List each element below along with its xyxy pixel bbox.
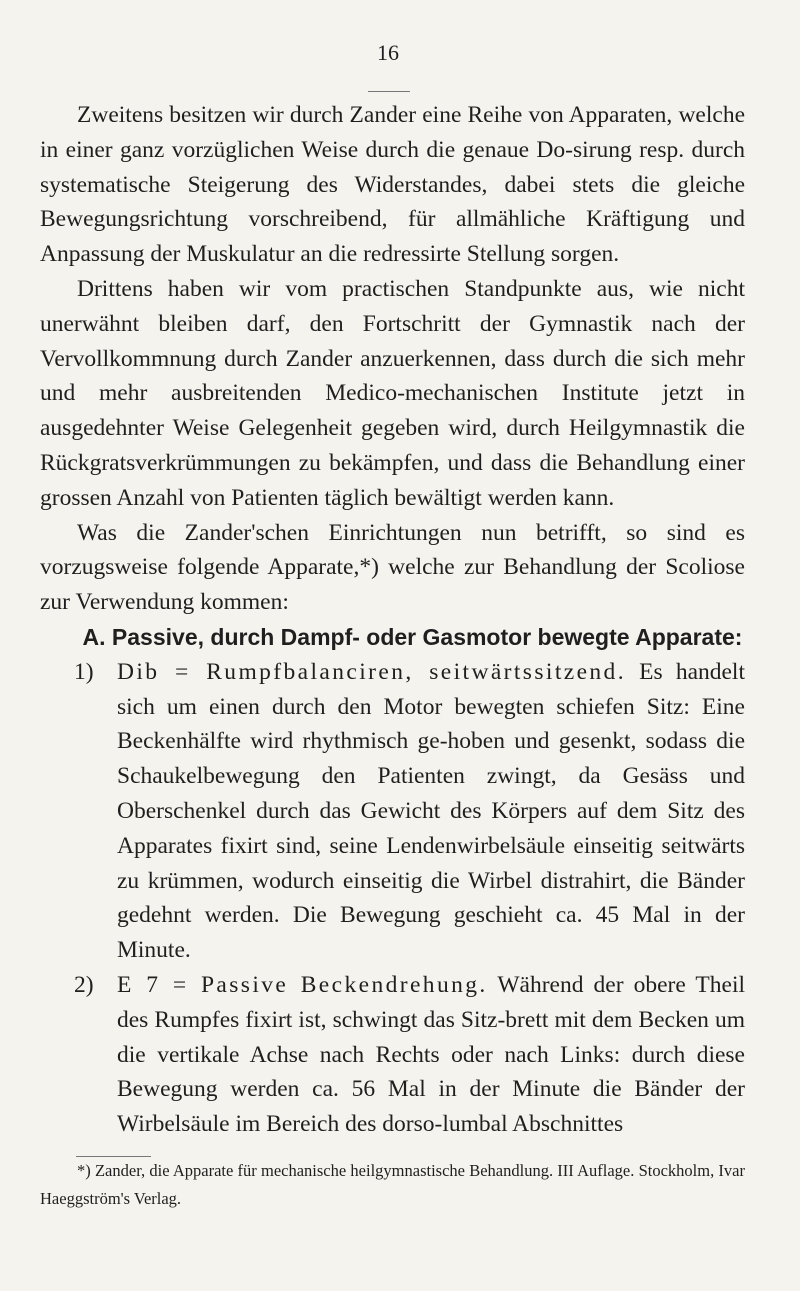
list-item-title: E 7 = Passive Beckendrehung. — [117, 971, 488, 998]
paragraph: Drittens haben wir vom practischen Standpunkte aus, wie nicht unerwähnt bleiben darf, den Fortschritt der Gymnastik nach der Vervollkommnung durch Zander anzuerkennen, dass durch die sich mehr und mehr ausbreitenden Medico-mechanischen Institute jetzt in ausgedehnter Weise Gelegenheit gegeben wird, durch Heilgymnastik die Rückgratsverkrümmungen zu bekämpfen, und dass die Behandlung einer grossen Anzahl von Patienten täglich bewältigt werden kann. — [40, 275, 745, 511]
section-heading: A. Passive, durch Dampf- oder Gasmotor bewegte Apparate: — [82, 623, 743, 650]
paragraph: Was die Zander'schen Einrichtungen nun betrifft, so sind es vorzugsweise folgende Apparate,*) welche zur Behandlung der Scoliose zur Verwendung kommen: — [40, 519, 745, 616]
paragraph: Zweitens besitzen wir durch Zander eine Reihe von Apparaten, welche in einer ganz vorzüglichen Weise durch die genaue Do-sirung resp. durch systematische Steigerung des Widerstandes, dabei stets die gleiche Bewegungsrichtung vorschreibend, für allmähliche Kräftigung und Anpassung der Muskulatur an die redressirte Stellung sorgen. — [40, 102, 745, 268]
page-number: 16 — [377, 40, 399, 65]
list-item — [40, 968, 745, 1142]
list-item-number: 1) — [74, 658, 94, 685]
list-item-number: 2) — [74, 971, 94, 998]
body-text — [40, 98, 745, 1142]
list-item — [40, 655, 745, 968]
footnote: *) Zander, die Apparate für mechanische heilgymnastische Behandlung. III Auflage. Stockholm, Ivar Haeggström's Verlag. — [40, 1161, 745, 1208]
list-item-text: Es handelt sich um einen durch den Motor bewegten schiefen Sitz: Eine Beckenhälfte wird rhythmisch ge-hoben und gesenkt, sodass die Schaukelbewegung den Patienten zwingt, da Gesäss und Oberschenkel durch das Gewicht des Körpers auf dem Sitz des Apparates fixirt sind, seine Lendenwirbelsäule einseitig seitwärts zu krümmen, wodurch einseitig die Wirbel distrahirt, die Bänder gedehnt werden. Die Bewegung geschieht ca. 45 Mal in der Minute. — [117, 658, 745, 964]
list-item-text: Während der obere Theil des Rumpfes fixirt ist, schwingt das Sitz-brett mit dem Becken um die vertikale Achse nach Rechts oder nach Links: durch diese Bewegung werden ca. 56 Mal in der Minute die Bänder der Wirbelsäule im Bereich des dorso-lumbal Abschnittes — [117, 971, 746, 1138]
list-item-title: Dib = Rumpfbalanciren, seitwärtssitzend. — [117, 658, 626, 685]
page-number-underline — [368, 91, 410, 92]
